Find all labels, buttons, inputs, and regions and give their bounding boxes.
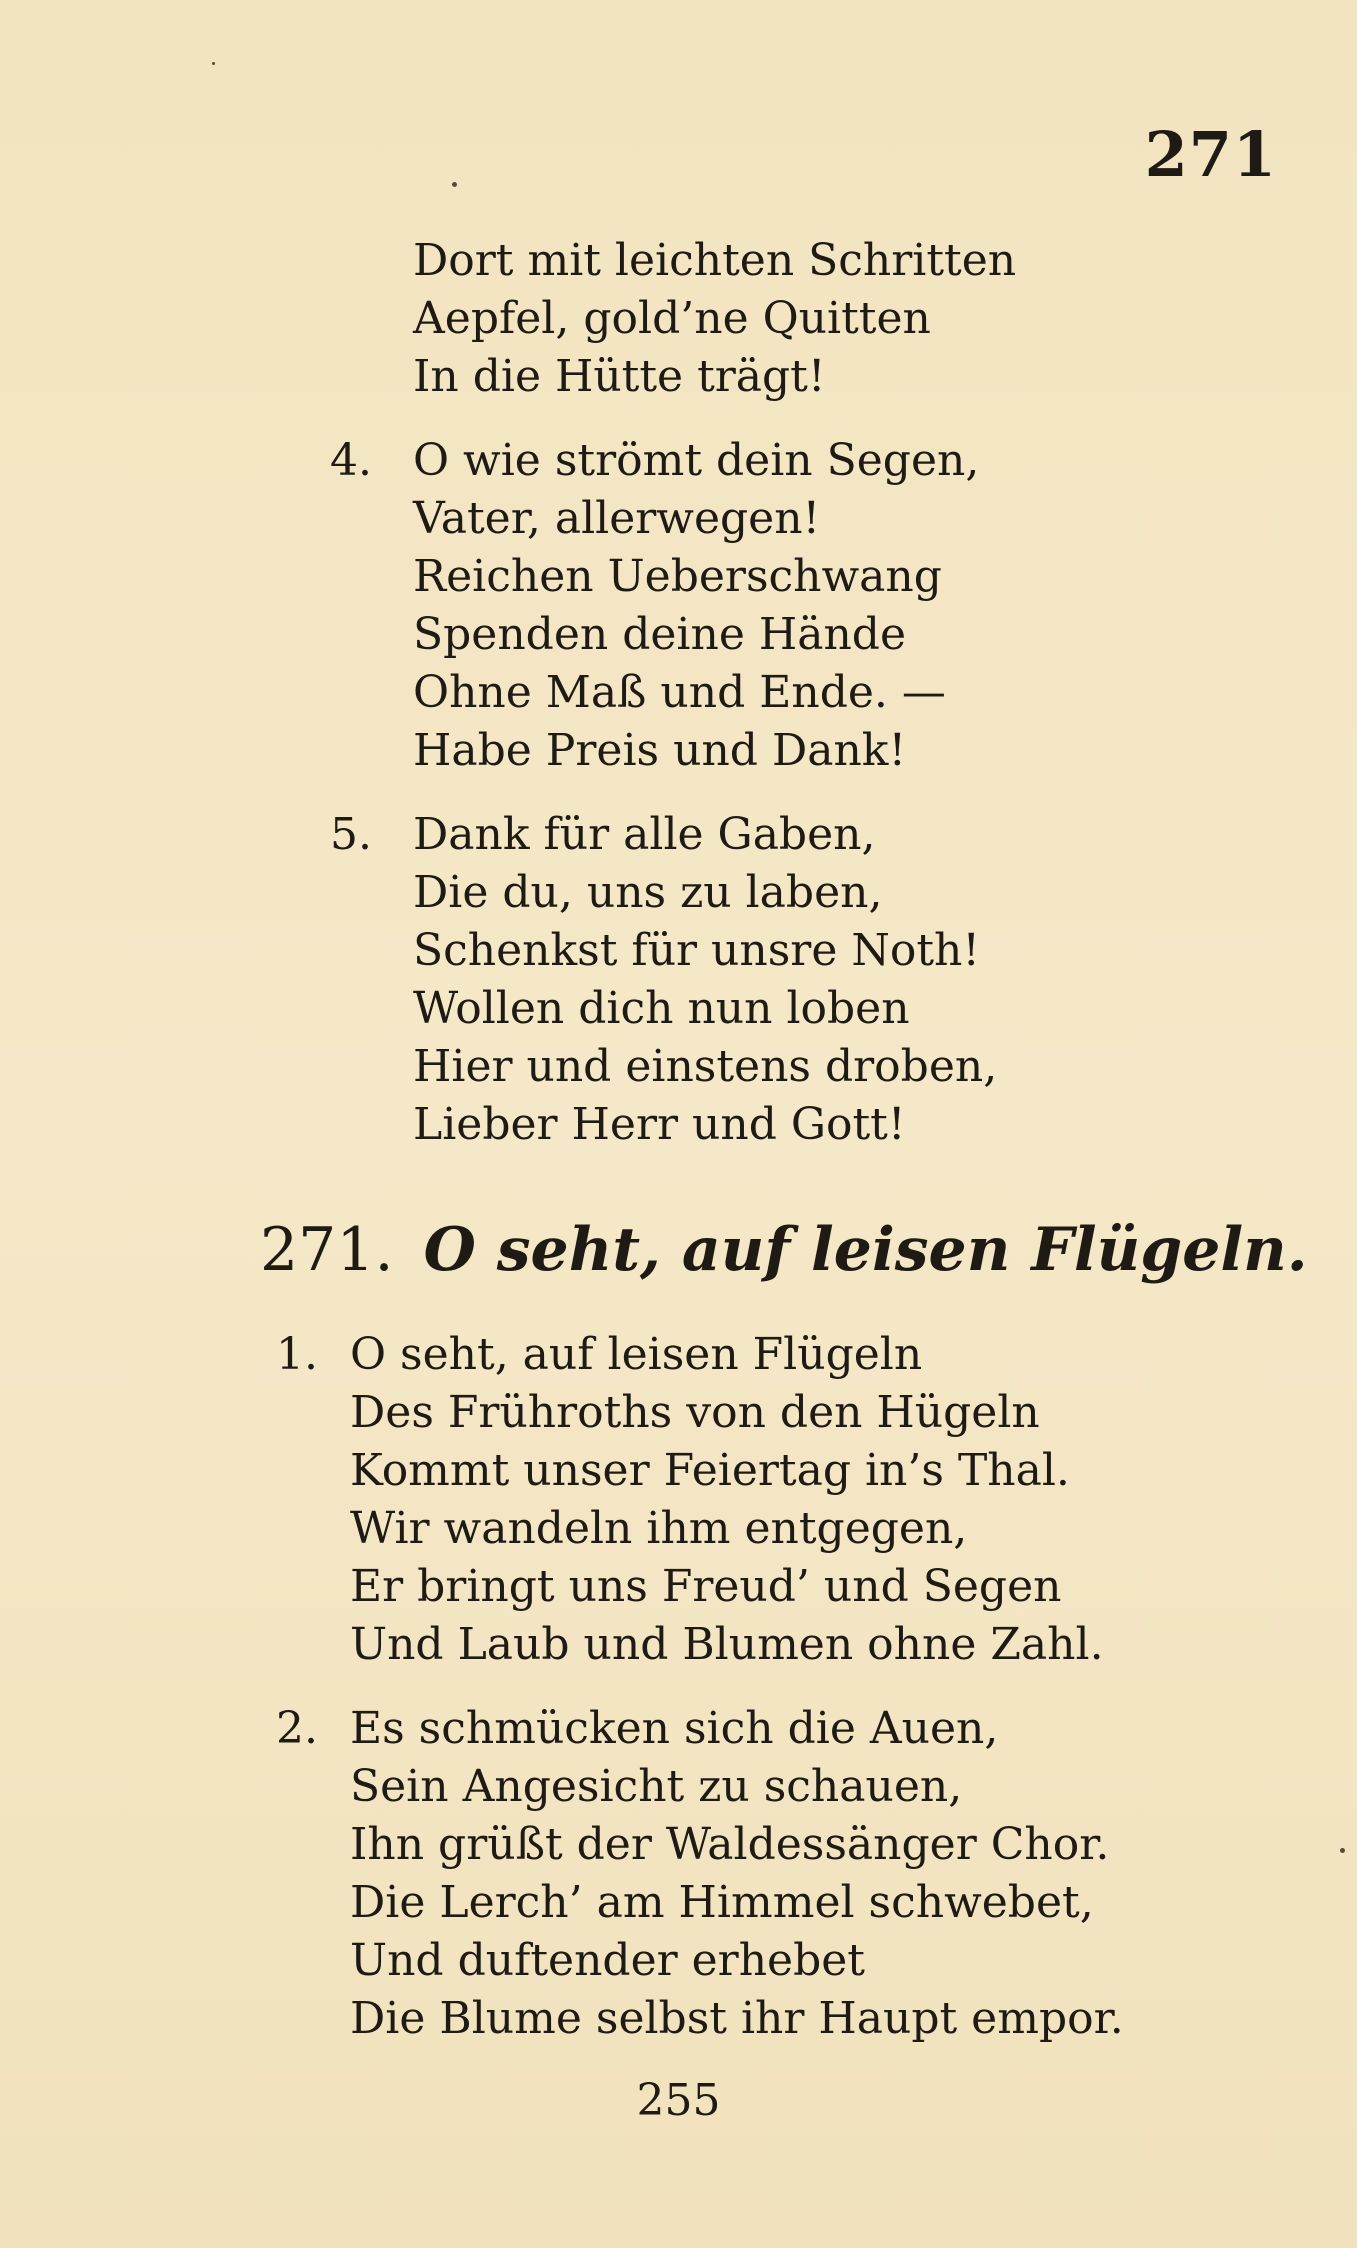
verse-line: Wollen dich nun loben bbox=[413, 983, 910, 1034]
paper-speck bbox=[1340, 1848, 1345, 1853]
verse-line: Die Lerch’ am Himmel schwebet, bbox=[350, 1877, 1094, 1928]
verse-number: 1. bbox=[276, 1329, 318, 1380]
verse-number: 2. bbox=[276, 1703, 318, 1754]
paper-speck bbox=[452, 182, 457, 187]
verse-line: Vater, allerwegen! bbox=[413, 493, 821, 544]
verse-line: Hier und einstens droben, bbox=[413, 1041, 998, 1092]
page-header-number: 271 bbox=[1144, 118, 1277, 191]
verse-line: Habe Preis und Dank! bbox=[413, 725, 907, 776]
verse-number: 4. bbox=[330, 435, 372, 486]
page-footer-number: 255 bbox=[636, 2075, 721, 2126]
verse-line: Es schmücken sich die Auen, bbox=[350, 1703, 999, 1754]
hymn-title bbox=[260, 1210, 1308, 1290]
verse-line: Die du, uns zu laben, bbox=[413, 867, 883, 918]
verse-line: Aepfel, gold’ne Quitten bbox=[413, 293, 931, 344]
verse-line: Schenkst für unsre Noth! bbox=[413, 925, 981, 976]
verse-line: Reichen Ueberschwang bbox=[413, 551, 942, 602]
verse-line: Und duftender erhebet bbox=[350, 1935, 865, 1986]
verse-line: Dort mit leichten Schritten bbox=[413, 235, 1017, 286]
verse-number: 5. bbox=[330, 809, 372, 860]
verse-line: Ohne Maß und Ende. — bbox=[413, 667, 946, 718]
paper-speck bbox=[212, 62, 215, 65]
verse-line: Lieber Herr und Gott! bbox=[413, 1099, 906, 1150]
verse-line: In die Hütte trägt! bbox=[413, 351, 826, 402]
verse-line: O seht, auf leisen Flügeln bbox=[350, 1329, 923, 1380]
hymn-title-text: O seht, auf leisen Flügeln. bbox=[423, 1215, 1308, 1285]
verse-line: Wir wandeln ihm entgegen, bbox=[350, 1503, 968, 1554]
verse-line: Er bringt uns Freud’ und Segen bbox=[350, 1561, 1062, 1612]
verse-line: Spenden deine Hände bbox=[413, 609, 907, 660]
verse-line: Und Laub und Blumen ohne Zahl. bbox=[350, 1619, 1104, 1670]
verse-line: O wie strömt dein Segen, bbox=[413, 435, 980, 486]
verse-line: Ihn grüßt der Waldessänger Chor. bbox=[350, 1819, 1110, 1870]
verse-line: Des Frühroths von den Hügeln bbox=[350, 1387, 1040, 1438]
hymn-number: 271. bbox=[260, 1215, 394, 1285]
verse-line: Kommt unser Feiertag in’s Thal. bbox=[350, 1445, 1070, 1496]
verse-line: Dank für alle Gaben, bbox=[413, 809, 876, 860]
verse-line: Sein Angesicht zu schauen, bbox=[350, 1761, 963, 1812]
verse-line: Die Blume selbst ihr Haupt empor. bbox=[350, 1993, 1124, 2044]
